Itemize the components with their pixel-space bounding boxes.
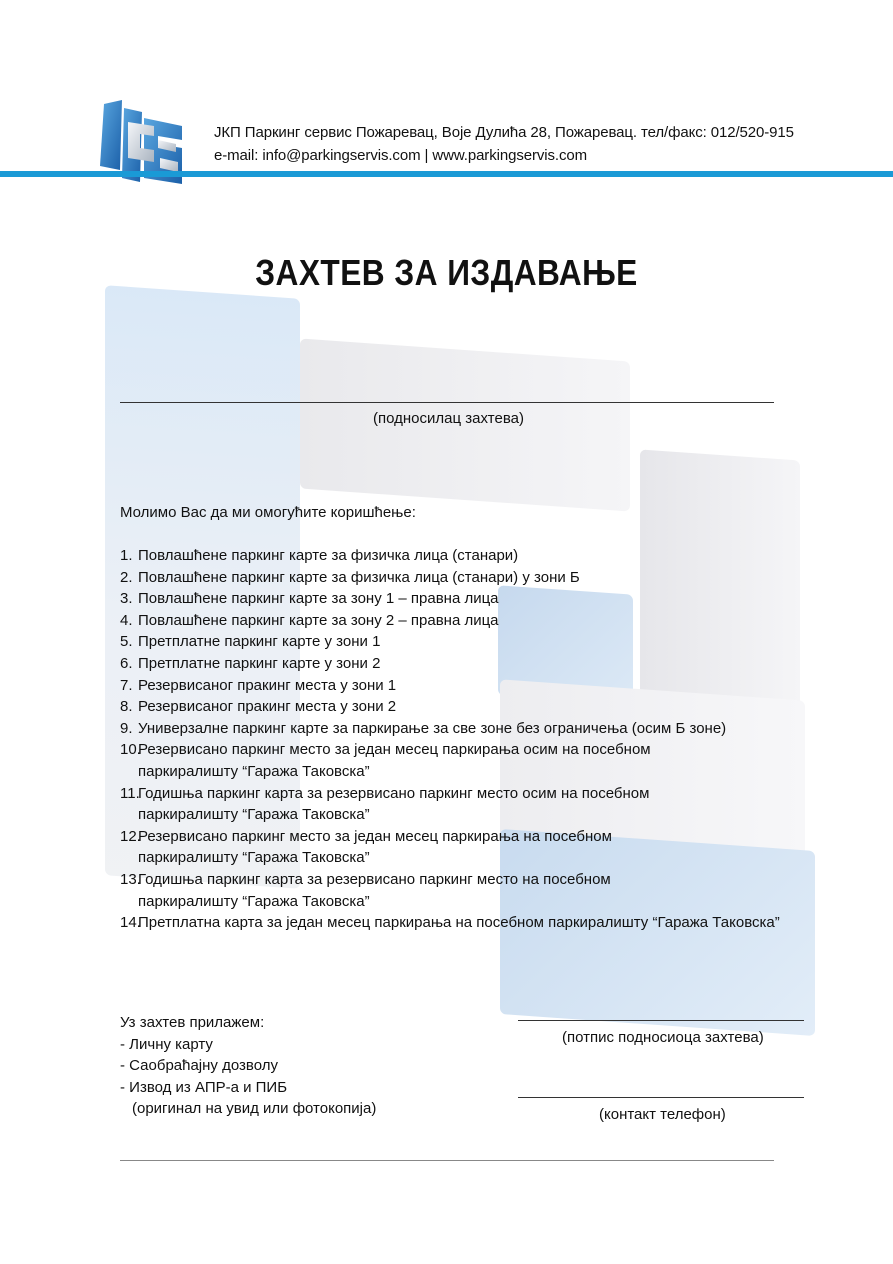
attachments-heading: Уз захтев прилажем: — [120, 1014, 265, 1031]
list-item — [120, 631, 840, 653]
header-address: ЈКП Паркинг сервис Пожаревац, Воје Дулића 28, Пожаревац. тел/факс: 012/520-915 — [214, 124, 794, 141]
list-item — [120, 545, 840, 567]
item-text: Повлашћене паркинг карте за зону 1 – правна лица — [138, 590, 499, 608]
item-number: 1. — [120, 547, 133, 564]
item-number: 14. — [120, 914, 141, 932]
item-text: Резервисаног пракинг места у зони 2 — [138, 698, 397, 716]
item-number: 13. — [120, 870, 141, 888]
item-text: Претплатне паркинг карте у зони 1 — [138, 633, 381, 651]
item-number: 8. — [120, 698, 133, 716]
item-number: 7. — [120, 676, 133, 694]
item-text: паркиралишту “Гаража Таковска” — [138, 892, 370, 910]
attachments-block — [120, 1012, 376, 1120]
item-number: 6. — [120, 654, 133, 672]
item-number: 4. — [120, 611, 133, 629]
list-item — [120, 718, 840, 740]
bottom-divider — [120, 1160, 774, 1161]
attachment-note: (оригинал на увид или фотокопија) — [132, 1100, 377, 1117]
item-text: Годишња паркинг карта за резервисано паркинг место осим на посебном — [138, 784, 650, 802]
list-item — [120, 675, 840, 697]
phone-caption: (контакт телефон) — [599, 1106, 726, 1123]
item-text: паркиралишту “Гаража Таковска” — [138, 806, 370, 824]
item-number: 9. — [120, 719, 133, 737]
list-item — [120, 696, 840, 718]
item-text: Годишња паркинг карта за резервисано паркинг место на посебном — [138, 870, 611, 888]
item-text: Повлашћене паркинг карте за физичка лица (станари) у зони Б — [138, 568, 580, 586]
item-text: паркиралишту “Гаража Таковска” — [138, 849, 370, 867]
item-text: Претплатне паркинг карте у зони 2 — [138, 654, 381, 672]
list-item — [120, 826, 840, 869]
intro-text: Молимо Вас да ми омогућите коришћење: — [120, 504, 416, 521]
item-text: Повлашћене паркинг карте за зону 2 – правна лица — [138, 611, 499, 629]
applicant-line — [120, 402, 774, 403]
page-title: ЗАХТЕВ ЗА ИЗДАВАЊЕ — [255, 252, 638, 293]
phone-line — [518, 1097, 804, 1098]
applicant-caption: (подносилац захтева) — [373, 410, 524, 427]
attachment-item: - Личну карту — [120, 1035, 213, 1053]
item-number: 3. — [120, 590, 133, 608]
item-number: 12. — [120, 827, 141, 845]
list-item — [120, 739, 840, 782]
item-text: Резервисаног пракинг места у зони 1 — [138, 676, 397, 694]
attachment-item: - Саобраћајну дозволу — [120, 1057, 278, 1074]
list-item — [120, 610, 840, 632]
item-number: 11. — [120, 784, 140, 802]
header-contact: e-mail: info@parkingservis.com | www.parkingservis.com — [214, 147, 587, 164]
list-item — [120, 869, 840, 912]
services-list — [120, 545, 840, 934]
signature-line — [518, 1020, 804, 1021]
list-item — [120, 588, 840, 610]
list-item — [120, 783, 840, 826]
list-item — [120, 912, 840, 934]
item-text: Резервисано паркинг место за један месец паркирања на посебном — [138, 827, 612, 845]
list-item — [120, 567, 840, 589]
item-number: 5. — [120, 633, 133, 651]
item-text: Резервисано паркинг место за један месец паркирања осим на посебном — [138, 741, 651, 759]
item-text: Универзалне паркинг карте за паркирање за све зоне без ограничења (осим Б зоне) — [138, 719, 727, 737]
header-divider — [0, 171, 893, 177]
signature-caption: (потпис подносиоца захтева) — [562, 1029, 764, 1046]
attachment-item: - Извод из АПР-а и ПИБ — [120, 1078, 288, 1096]
item-text: паркиралишту “Гаража Таковска” — [138, 762, 370, 780]
list-item — [120, 653, 840, 675]
item-text: Претплатна карта за један месец паркирања на посебном паркиралишту “Гаража Таковска” — [138, 914, 780, 932]
item-number: 10. — [120, 741, 141, 759]
item-text: Повлашћене паркинг карте за физичка лица (станари) — [138, 547, 519, 564]
item-number: 2. — [120, 568, 133, 586]
